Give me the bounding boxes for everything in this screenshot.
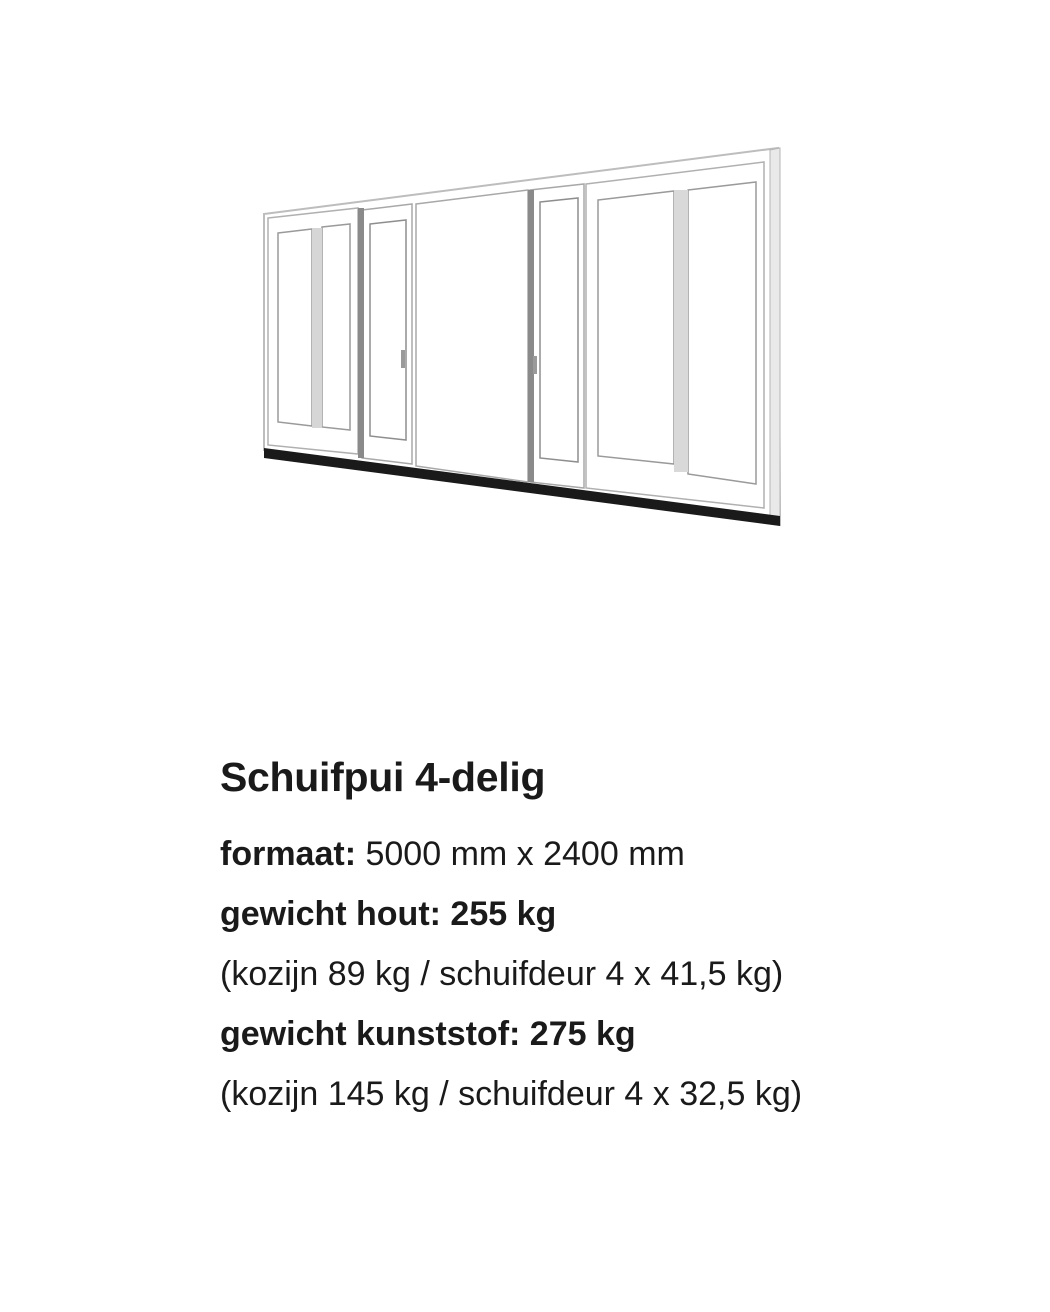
left-fixed-glass-2	[322, 224, 350, 430]
wood-weight-detail: (kozijn 89 kg / schuifdeur 4 x 41,5 kg)	[220, 955, 784, 993]
right-handle-icon	[533, 356, 537, 374]
product-info	[220, 748, 1000, 1124]
left-handle-icon	[401, 350, 405, 368]
wood-weight: gewicht hout: 255 kg	[220, 895, 557, 933]
right-fixed-glass-2	[688, 182, 756, 484]
format-label: formaat:	[220, 835, 357, 873]
format-value: 5000 mm x 2400 mm	[365, 835, 685, 873]
left-fixed-glass-1	[278, 229, 312, 426]
sliding-door-4-part-image	[250, 130, 795, 540]
right-sliding-glass	[540, 198, 578, 462]
left-sliding-glass	[370, 220, 406, 440]
right-fixed-glass-1	[598, 191, 674, 464]
center-opening	[416, 190, 528, 482]
right-fixed-mullion	[674, 190, 688, 472]
frame-right-depth	[770, 148, 780, 525]
format-line	[220, 824, 1000, 884]
product-title: Schuifpui 4-delig	[220, 754, 546, 800]
left-fixed-mullion	[312, 228, 322, 428]
right-sliding-edge	[528, 190, 534, 482]
plastic-weight-detail: (kozijn 145 kg / schuifdeur 4 x 32,5 kg)	[220, 1075, 803, 1113]
plastic-weight: gewicht kunststof: 275 kg	[220, 1015, 636, 1053]
sliding-door-illustration	[250, 130, 795, 540]
left-sliding-edge	[358, 208, 364, 458]
